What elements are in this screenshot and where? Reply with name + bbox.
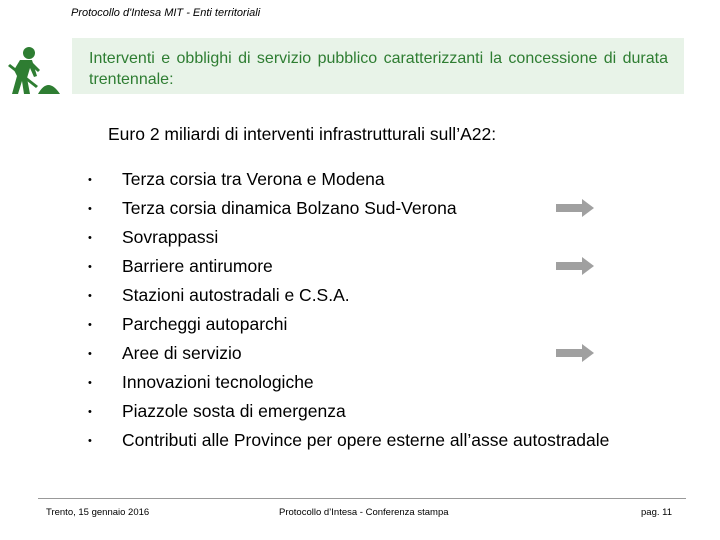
bullet-dot: • [88, 405, 92, 418]
list-item-text: Innovazioni tecnologiche [122, 372, 314, 392]
lead-text: Euro 2 miliardi di interventi infrastrutturali sull’A22: [108, 124, 497, 144]
list-item-text: Aree di servizio [122, 343, 242, 363]
bullet-dot: • [88, 347, 92, 360]
list-item-text: Terza corsia tra Verona e Modena [122, 169, 385, 189]
bullet-dot: • [88, 289, 92, 302]
title-box [72, 38, 684, 94]
bullet-dot: • [88, 260, 92, 273]
right-arrow-icon [556, 344, 594, 362]
bullet-dot: • [88, 376, 92, 389]
list-item-text: Barriere antirumore [122, 256, 273, 276]
bullet-dot: • [88, 434, 92, 447]
list-item [88, 397, 609, 426]
intervention-list [88, 165, 609, 455]
list-item [88, 368, 609, 397]
header-title: Protocollo d'Intesa MIT - Enti territoriali [71, 7, 261, 19]
list-item [88, 310, 609, 339]
list-item-text: Piazzole sosta di emergenza [122, 401, 346, 421]
lead-bullet-point [82, 124, 496, 145]
footer-date: Trento, 15 gennaio 2016 [46, 507, 150, 518]
bullet-dot: • [88, 318, 92, 331]
footer-divider [38, 498, 686, 499]
bullet-dot: • [88, 231, 92, 244]
list-item [88, 252, 609, 281]
list-item [88, 281, 609, 310]
right-arrow-icon [556, 199, 594, 217]
list-item-text: Parcheggi autoparchi [122, 314, 288, 334]
list-item [88, 426, 609, 455]
list-item-text: Terza corsia dinamica Bolzano Sud-Verona [122, 198, 457, 218]
right-arrow-icon [556, 257, 594, 275]
page-number: pag. 11 [641, 507, 672, 518]
road-worker-icon [4, 46, 62, 96]
bullet-dot: • [88, 173, 92, 186]
list-item [88, 223, 609, 252]
footer-center-text: Protocollo d’Intesa - Conferenza stampa [279, 507, 449, 518]
list-item-text: Contributi alle Province per opere esterne all’asse autostradale [122, 430, 610, 450]
list-item [88, 339, 609, 368]
slide-title: Interventi e obblighi di servizio pubblico caratterizzanti la concessione di durata trentennale: [89, 50, 668, 88]
list-item-text: Sovrappassi [122, 227, 219, 247]
list-item [88, 194, 609, 223]
list-item-text: Stazioni autostradali e C.S.A. [122, 285, 350, 305]
bullet-dot: • [88, 202, 92, 215]
list-item [88, 165, 609, 194]
